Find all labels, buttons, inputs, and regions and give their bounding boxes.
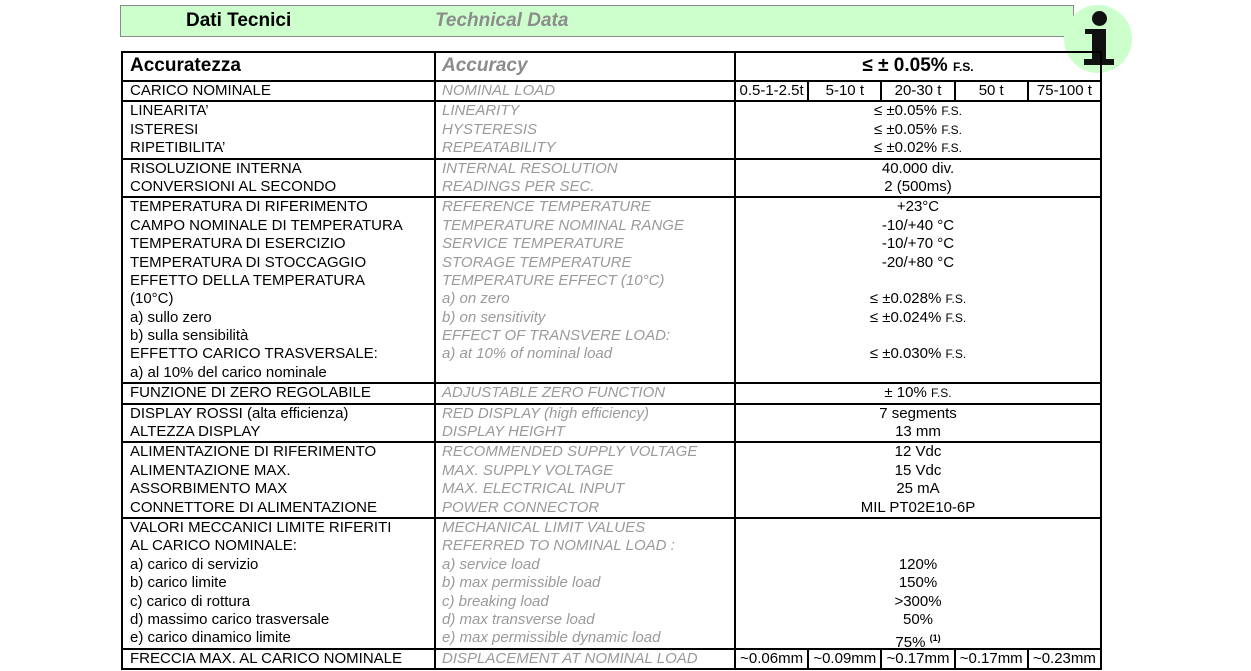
on-zero-it: a) sullo zero — [130, 308, 212, 326]
ref-supply-en: RECOMMENDED SUPPLY VOLTAGE — [442, 443, 698, 461]
transverse-load-value: 50% — [902, 610, 934, 628]
storage-temp-en: STORAGE TEMPERATURE — [442, 253, 632, 271]
displacement-cell: ~0.06mm — [740, 649, 804, 667]
readings-value: 2 (500ms) — [884, 177, 952, 195]
linearity-it: LINEARITA’ — [130, 102, 209, 120]
zero-function-en: ADJUSTABLE ZERO FUNCTION — [435, 383, 735, 403]
transverse-load-en: d) max transverse load — [442, 610, 595, 628]
resolution-group — [122, 159, 1101, 198]
dynamic-load-en: e) max permissible dynamic load — [442, 629, 661, 647]
nominal-load-label-it: CARICO NOMINALE — [122, 81, 435, 101]
service-temp-en: SERVICE TEMPERATURE — [442, 235, 624, 253]
on-zero-value: ≤ ±0.028% F.S. — [869, 290, 967, 308]
on-sensitivity-en: b) on sensitivity — [442, 308, 546, 326]
connector-en: POWER CONNECTOR — [442, 498, 600, 516]
hysteresis-it: ISTERESI — [130, 120, 199, 138]
displacement-row — [122, 649, 1101, 669]
displacement-cell: ~0.17mm — [954, 650, 1027, 668]
nom-range-value: -10/+40 °C — [881, 216, 955, 234]
breaking-load-it: c) carico di rottura — [130, 592, 251, 610]
mechanical-group — [122, 518, 1101, 649]
mech-limits-it-2: AL CARICO NOMINALE: — [130, 537, 297, 555]
red-display-value: 7 segments — [879, 404, 957, 422]
at-10-en: a) at 10% of nominal load — [442, 345, 613, 363]
linearity-group — [122, 101, 1101, 158]
range-cell: 75-100 t — [1027, 82, 1100, 100]
resolution-it: RISOLUZIONE INTERNA — [130, 159, 302, 177]
nom-range-en: TEMPERATURE NOMINAL RANGE — [442, 216, 684, 234]
service-load-en: a) service load — [442, 555, 540, 573]
temp-effect-en: TEMPERATURE EFFECT (10°C) — [442, 271, 665, 289]
service-temp-it: TEMPERATURA DI ESERCIZIO — [130, 235, 346, 253]
repeatability-value: ≤ ±0.02% F.S. — [873, 139, 962, 157]
max-input-value: 25 mA — [896, 480, 940, 498]
mech-limits-it: VALORI MECCANICI LIMITE RIFERITI — [130, 519, 392, 537]
service-load-value: 120% — [898, 555, 938, 573]
max-load-value: 150% — [898, 574, 938, 592]
linearity-en: LINEARITY — [442, 102, 520, 120]
zero-function-value: ± 10% F.S. — [735, 383, 1101, 403]
on-sensitivity-value: ≤ ±0.024% F.S. — [869, 308, 967, 326]
displacement-en: DISPLACEMENT AT NOMINAL LOAD — [435, 649, 735, 669]
ref-supply-value: 12 Vdc — [894, 443, 942, 461]
ref-temp-en: REFERENCE TEMPERATURE — [442, 198, 651, 216]
at-10-it: a) al 10% del carico nominale — [130, 363, 327, 381]
accuracy-label-en: Accuracy — [435, 52, 735, 81]
max-supply-en: MAX. SUPPLY VOLTAGE — [442, 461, 614, 479]
on-zero-en: a) on zero — [442, 290, 510, 308]
storage-temp-it: TEMPERATURA DI STOCCAGGIO — [130, 253, 367, 271]
readings-en: READINGS PER SEC. — [442, 177, 595, 195]
nominal-load-row — [122, 81, 1101, 101]
supply-group — [122, 442, 1101, 518]
storage-temp-value: -20/+80 °C — [881, 253, 955, 271]
display-group — [122, 404, 1101, 443]
technical-data-table — [121, 51, 1102, 670]
breaking-load-value: >300% — [894, 592, 942, 610]
connector-value: MIL PT02E10-6P — [860, 498, 976, 516]
hysteresis-value: ≤ ±0.05% F.S. — [873, 120, 962, 138]
nom-range-it: CAMPO NOMINALE DI TEMPERATURA — [130, 216, 403, 234]
temperature-group — [122, 197, 1101, 383]
resolution-value: 40.000 div. — [881, 159, 955, 177]
footnote-marker: (1) — [929, 633, 941, 644]
ref-temp-value: +23°C — [896, 198, 940, 216]
connector-it: CONNETTORE DI ALIMENTAZIONE — [130, 498, 377, 516]
max-supply-value: 15 Vdc — [894, 461, 942, 479]
displacement-cell: ~0.09mm — [807, 650, 880, 668]
range-cell: 5-10 t — [807, 82, 880, 100]
dynamic-load-value: 75% $^{(1)}$ — [895, 633, 941, 649]
ref-supply-it: ALIMENTAZIONE DI RIFERIMENTO — [130, 443, 377, 461]
accuracy-label-it: Accuratezza — [122, 52, 435, 81]
zero-function-it: FUNZIONE DI ZERO REGOLABILE — [122, 383, 435, 403]
repeatability-en: REPEATABILITY — [442, 139, 556, 157]
hysteresis-en: HYSTERESIS — [442, 120, 538, 138]
displacement-cell: ~0.17mm — [880, 650, 953, 668]
nominal-load-ranges — [735, 81, 1101, 101]
technical-data-header — [120, 5, 1074, 37]
linearity-value: ≤ ±0.05% F.S. — [873, 102, 962, 120]
service-load-it: a) carico di servizio — [130, 555, 259, 573]
display-height-en: DISPLAY HEIGHT — [442, 423, 565, 441]
displacement-values — [735, 649, 1101, 669]
repeatability-it: RIPETIBILITA’ — [130, 139, 226, 157]
display-height-value: 13 mm — [895, 423, 941, 441]
header-title-italian: Dati Tecnici — [186, 10, 292, 31]
max-supply-it: ALIMENTAZIONE MAX. — [130, 461, 291, 479]
max-input-en: MAX. ELECTRICAL INPUT — [442, 480, 625, 498]
temp-effect-it: EFFETTO DELLA TEMPERATURA — [130, 271, 366, 289]
range-cell: 50 t — [954, 82, 1027, 100]
temp-effect-it-2: (10°C) — [130, 290, 174, 308]
display-height-it: ALTEZZA DISPLAY — [130, 423, 261, 441]
at-10-value: ≤ ±0.030% F.S. — [869, 345, 967, 363]
ref-temp-it: TEMPERATURA DI RIFERIMENTO — [130, 198, 368, 216]
dynamic-load-it: e) carico dinamico limite — [130, 629, 291, 647]
displacement-it: FRECCIA MAX. AL CARICO NOMINALE — [122, 649, 435, 669]
nominal-load-label-en: NOMINAL LOAD — [435, 81, 735, 101]
mech-limits-en: MECHANICAL LIMIT VALUES — [442, 519, 646, 537]
zero-function-row — [122, 383, 1101, 403]
red-display-it: DISPLAY ROSSI (alta efficienza) — [130, 404, 349, 422]
accuracy-value: ≤ ± 0.05% F.S. — [735, 52, 1101, 81]
range-cell: 20-30 t — [880, 82, 953, 100]
on-sensitivity-it: b) sulla sensibilità — [130, 327, 249, 345]
breaking-load-en: c) breaking load — [442, 592, 549, 610]
header-title-english: Technical Data — [435, 10, 569, 31]
mech-limits-en-2: REFERRED TO NOMINAL LOAD : — [442, 537, 675, 555]
transverse-it: EFFETTO CARICO TRASVERSALE: — [130, 345, 378, 363]
transverse-en: EFFECT OF TRANSVERE LOAD: — [442, 327, 671, 345]
red-display-en: RED DISPLAY (high efficiency) — [442, 404, 650, 422]
range-cell: 0.5-1-2.5t — [739, 82, 804, 99]
readings-it: CONVERSIONI AL SECONDO — [130, 177, 337, 195]
resolution-en: INTERNAL RESOLUTION — [442, 159, 618, 177]
service-temp-value: -10/+70 °C — [881, 235, 955, 253]
max-input-it: ASSORBIMENTO MAX — [130, 480, 288, 498]
accuracy-row — [122, 52, 1101, 81]
displacement-cell: ~0.23mm — [1027, 650, 1100, 668]
transverse-load-it: d) massimo carico trasversale — [130, 610, 330, 628]
max-load-en: b) max permissible load — [442, 574, 601, 592]
max-load-it: b) carico limite — [130, 574, 227, 592]
